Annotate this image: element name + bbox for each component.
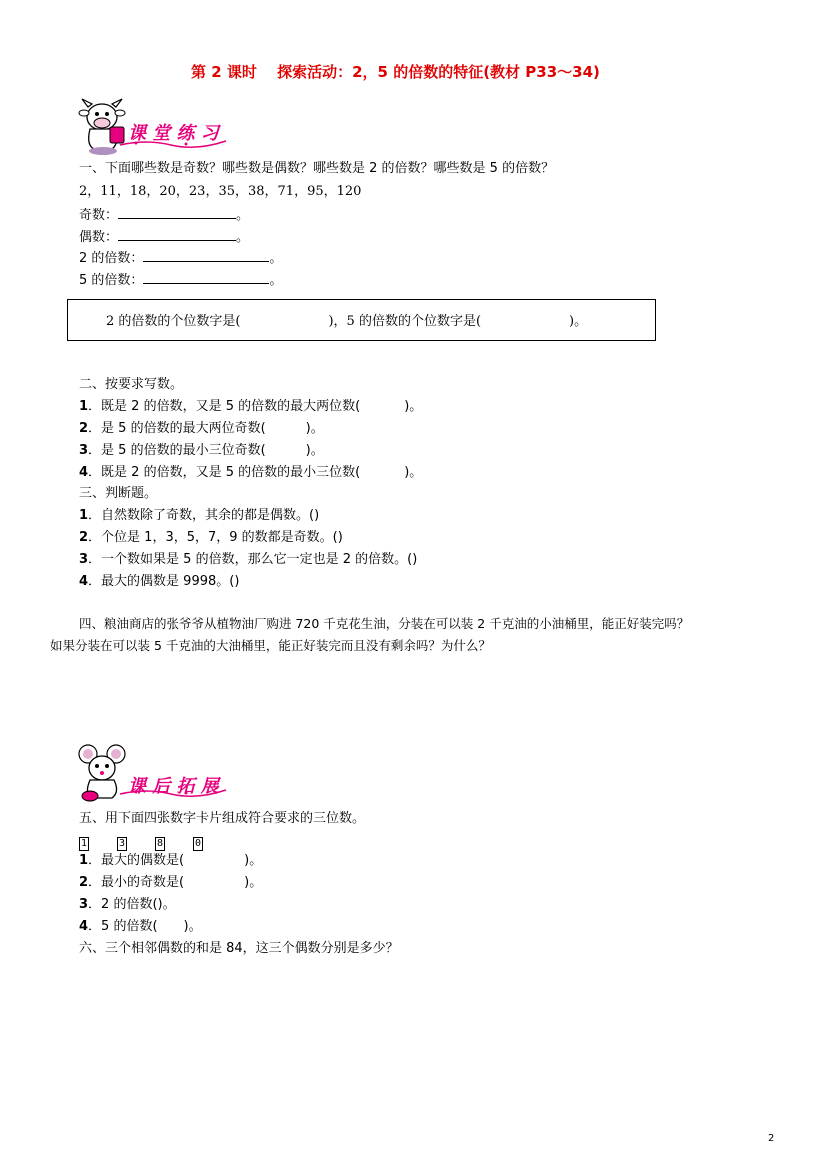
q5-item [79, 918, 202, 936]
mult5-label: 5 的倍数： [79, 273, 144, 288]
q6-text: 六、三个相邻偶数的和是 84，这三个偶数分别是多少？ [79, 941, 399, 956]
digit-cards [79, 834, 231, 852]
q4-line1: 四、粮油商店的张爷爷从植物油厂购进 720 千克花生油，分装在可以装 2 千克油的小油桶里，能正好装完吗？ [79, 616, 690, 631]
item-number: 2 [79, 421, 89, 436]
digit-card: 0 [194, 838, 202, 849]
digit-card: 3 [118, 838, 126, 849]
q2-item [79, 442, 324, 460]
box-part-c: )。 [569, 314, 588, 329]
mult2-answer-blank[interactable] [143, 248, 269, 262]
banner-label: 课 堂 练 习 [128, 123, 219, 144]
mult5-answer-blank[interactable] [143, 270, 269, 284]
q2-heading: 二、按要求写数。 [79, 377, 184, 392]
odd-label: 奇数： [79, 208, 119, 223]
q1-prompt: 一、下面哪些数是奇数？哪些数是偶数？哪些数是 2 的倍数？哪些数是 5 的倍数？ [79, 161, 555, 176]
page-number: 2 [768, 1133, 775, 1144]
even-label: 偶数： [79, 230, 119, 245]
q4-line2: 如果分装在可以装 5 千克油的大油桶里，能正好装完而且没有剩余吗？为什么？ [50, 638, 491, 653]
item-number: 1 [79, 399, 89, 414]
q1-mult2-line [79, 248, 282, 268]
box-part-a: 2 的倍数的个位数字是( [106, 314, 241, 329]
q2-item [79, 420, 324, 438]
item-text: ．最大的偶数是( [88, 853, 185, 868]
item-text: ．是 5 的倍数的最小三位奇数( [88, 443, 266, 458]
section-banner-practice [76, 95, 236, 157]
item-number: 2 [79, 530, 89, 545]
item-end: )。 [404, 399, 423, 414]
item-text: ．自然数除了奇数，其余的都是偶数。() [88, 508, 320, 523]
q5-heading: 五、用下面四张数字卡片组成符合要求的三位数。 [79, 811, 366, 826]
q5-item [79, 852, 262, 870]
q1-mult5-line [79, 270, 282, 290]
item-number: 4 [79, 919, 89, 934]
item-end: )。 [183, 919, 202, 934]
q5-item [79, 874, 262, 892]
q3-heading: 三、判断题。 [79, 486, 158, 501]
item-number: 3 [79, 897, 89, 912]
item-end: )。 [244, 853, 263, 868]
item-text: ．最大的偶数是 9998。() [88, 574, 240, 589]
odd-end: 。 [236, 208, 250, 223]
even-end: 。 [236, 230, 250, 245]
item-end: )。 [305, 421, 324, 436]
odd-answer-blank[interactable] [118, 205, 236, 219]
item-number: 4 [79, 465, 89, 480]
section-banner-extension [76, 742, 236, 804]
q2-item [79, 398, 422, 416]
item-text: ．是 5 的倍数的最大两位奇数( [88, 421, 266, 436]
q3-item [79, 573, 239, 591]
digit-card: 1 [80, 838, 88, 849]
units-digit-line [106, 310, 587, 329]
item-number: 3 [79, 552, 89, 567]
item-number: 1 [79, 508, 89, 523]
item-text: ．2 的倍数()。 [88, 897, 176, 912]
q2-item [79, 464, 422, 482]
item-text: ．最小的奇数是( [88, 875, 185, 890]
banner-label: 课 后 拓 展 [128, 776, 219, 797]
even-answer-blank[interactable] [118, 227, 236, 241]
box-part-b: )，5 的倍数的个位数字是( [328, 314, 482, 329]
item-number: 4 [79, 574, 89, 589]
item-end: )。 [305, 443, 324, 458]
item-end: )。 [404, 465, 423, 480]
q3-item [79, 529, 343, 547]
units-digit-box [67, 299, 656, 341]
mult2-end: 。 [269, 251, 283, 266]
item-number: 1 [79, 853, 89, 868]
mult2-label: 2 的倍数： [79, 251, 144, 266]
mult5-end: 。 [269, 273, 283, 288]
item-text: ．5 的倍数( [88, 919, 158, 934]
item-end: )。 [244, 875, 263, 890]
q1-even-line [79, 227, 249, 247]
item-text: ．既是 2 的倍数，又是 5 的倍数的最小三位数( [88, 465, 361, 480]
digit-card: 8 [156, 838, 164, 849]
q1-odd-line [79, 205, 249, 225]
item-number: 2 [79, 875, 89, 890]
item-text: ．既是 2 的倍数，又是 5 的倍数的最大两位数( [88, 399, 361, 414]
item-text: ．个位是 1，3，5，7，9 的数都是奇数。() [88, 530, 343, 545]
q3-item [79, 551, 417, 569]
q5-item [79, 896, 176, 914]
q1-numbers: 2，11，18，20，23，35，38，71，95，120 [79, 184, 362, 199]
item-number: 3 [79, 443, 89, 458]
item-text: ．一个数如果是 5 的倍数，那么它一定也是 2 的倍数。() [88, 552, 418, 567]
q3-item [79, 507, 319, 525]
page-title: 第 2 课时 探索活动：2，5 的倍数的特征(教材 P33～34) [191, 63, 600, 81]
